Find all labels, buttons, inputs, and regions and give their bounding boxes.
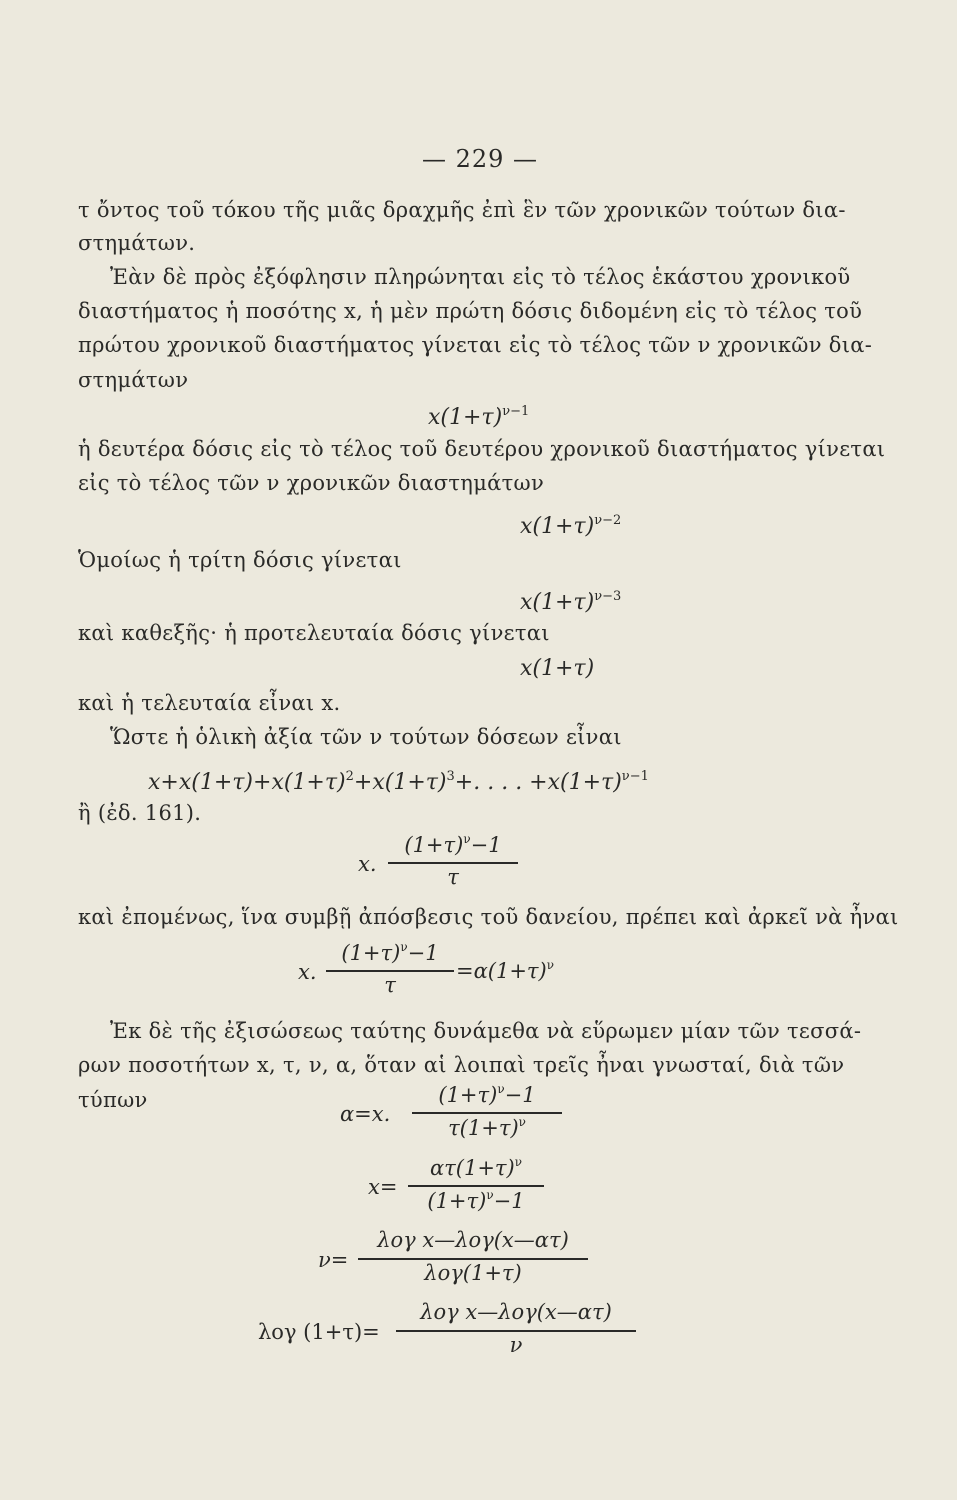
text-line: τ ὄντος τοῦ τόκου τῆς μιᾶς δραχμῆς ἐπὶ ἓν τῶν χρονικῶν τούτων δια- <box>78 198 846 222</box>
equation-third-installment: $x(1+\tau)^{\nu-3}$ <box>520 589 622 615</box>
text-line: πρώτου χρονικοῦ διαστήματος γίνεται εἰς τὸ τέλος τῶν ν χρονικῶν δια- <box>78 333 873 357</box>
equation-penultimate-installment: x(1+τ) <box>520 656 595 681</box>
text-line: καὶ ἡ τελευταία εἶναι x. <box>78 691 341 715</box>
formula-alpha: α=x. $(1+\tau)^\nu-1$ $\tau(1+\tau)^\nu$ <box>340 1082 570 1144</box>
text-line: διαστήματος ἡ ποσότης x, ἡ μὲν πρώτη δόσις διδομένη εἰς τὸ τέλος τοῦ <box>78 299 863 323</box>
text-line: καὶ καθεξῆς· ἡ προτελευταία δόσις γίνεται <box>78 621 550 645</box>
formula-x: x= $\alpha\tau(1+\tau)^\nu$ $(1+\tau)^\nu-1$ <box>368 1155 548 1217</box>
text-line: ἡ δευτέρα δόσις εἰς τὸ τέλος τοῦ δευτέρου χρονικοῦ διαστήματος γίνεται <box>78 437 886 461</box>
equation-first-installment: $x(1+\tau)^{\nu-1}$ <box>428 404 530 430</box>
text-line: τύπων <box>78 1088 148 1112</box>
fraction-amortization-condition: x. $(1+\tau)^\nu-1$ τ $=\alpha(1+\tau)^\nu$ <box>298 940 555 997</box>
text-line: καὶ ἐπομένως, ἵνα συμβῇ ἀπόσβεσις τοῦ δανείου, πρέπει καὶ ἀρκεῖ νὰ ἦναι <box>78 905 899 929</box>
text-line: στημάτων. <box>78 231 196 255</box>
equation-second-installment: $x(1+\tau)^{\nu-2}$ <box>520 513 622 539</box>
text-line: στημάτων <box>78 368 189 392</box>
text-line: Ὥστε ἡ ὁλικὴ ἀξία τῶν ν τούτων δόσεων εἶναι <box>110 725 622 749</box>
text-line: Ἐκ δὲ τῆς ἐξισώσεως ταύτης δυνάμεθα νὰ εὕρωμεν μίαν τῶν τεσσά- <box>110 1019 862 1043</box>
formula-log-one-plus-tau: λογ (1+τ)= λογ x—λογ(x—ατ) ν <box>258 1300 648 1362</box>
text-line: ἢ (ἐδ. 161). <box>78 801 202 825</box>
page-number: — 229 — <box>421 145 539 173</box>
equation-total-sum: $x+x(1+\tau)+x(1+\tau)^2+x(1+\tau)^3+$. . . . $+x(1+\tau)^{\nu-1}$ <box>148 769 649 795</box>
formula-nu: ν= λογ x—λογ(x—ατ) λογ(1+τ) <box>318 1228 598 1290</box>
fraction-sum-formula: x. $(1+\tau)^\nu-1$ τ <box>358 832 518 892</box>
text-line: Ὁμοίως ἡ τρίτη δόσις γίνεται <box>78 548 402 572</box>
text-line: ρων ποσοτήτων x, τ, ν, α, ὅταν αἱ λοιπαὶ τρεῖς ἦναι γνωσταί, διὰ τῶν <box>78 1053 845 1077</box>
text-line: Ἐὰν δὲ πρὸς ἐξόφλησιν πληρώνηται εἰς τὸ τέλος ἑκάστου χρονικοῦ <box>110 265 851 289</box>
text-line: εἰς τὸ τέλος τῶν ν χρονικῶν διαστημάτων <box>78 471 545 495</box>
